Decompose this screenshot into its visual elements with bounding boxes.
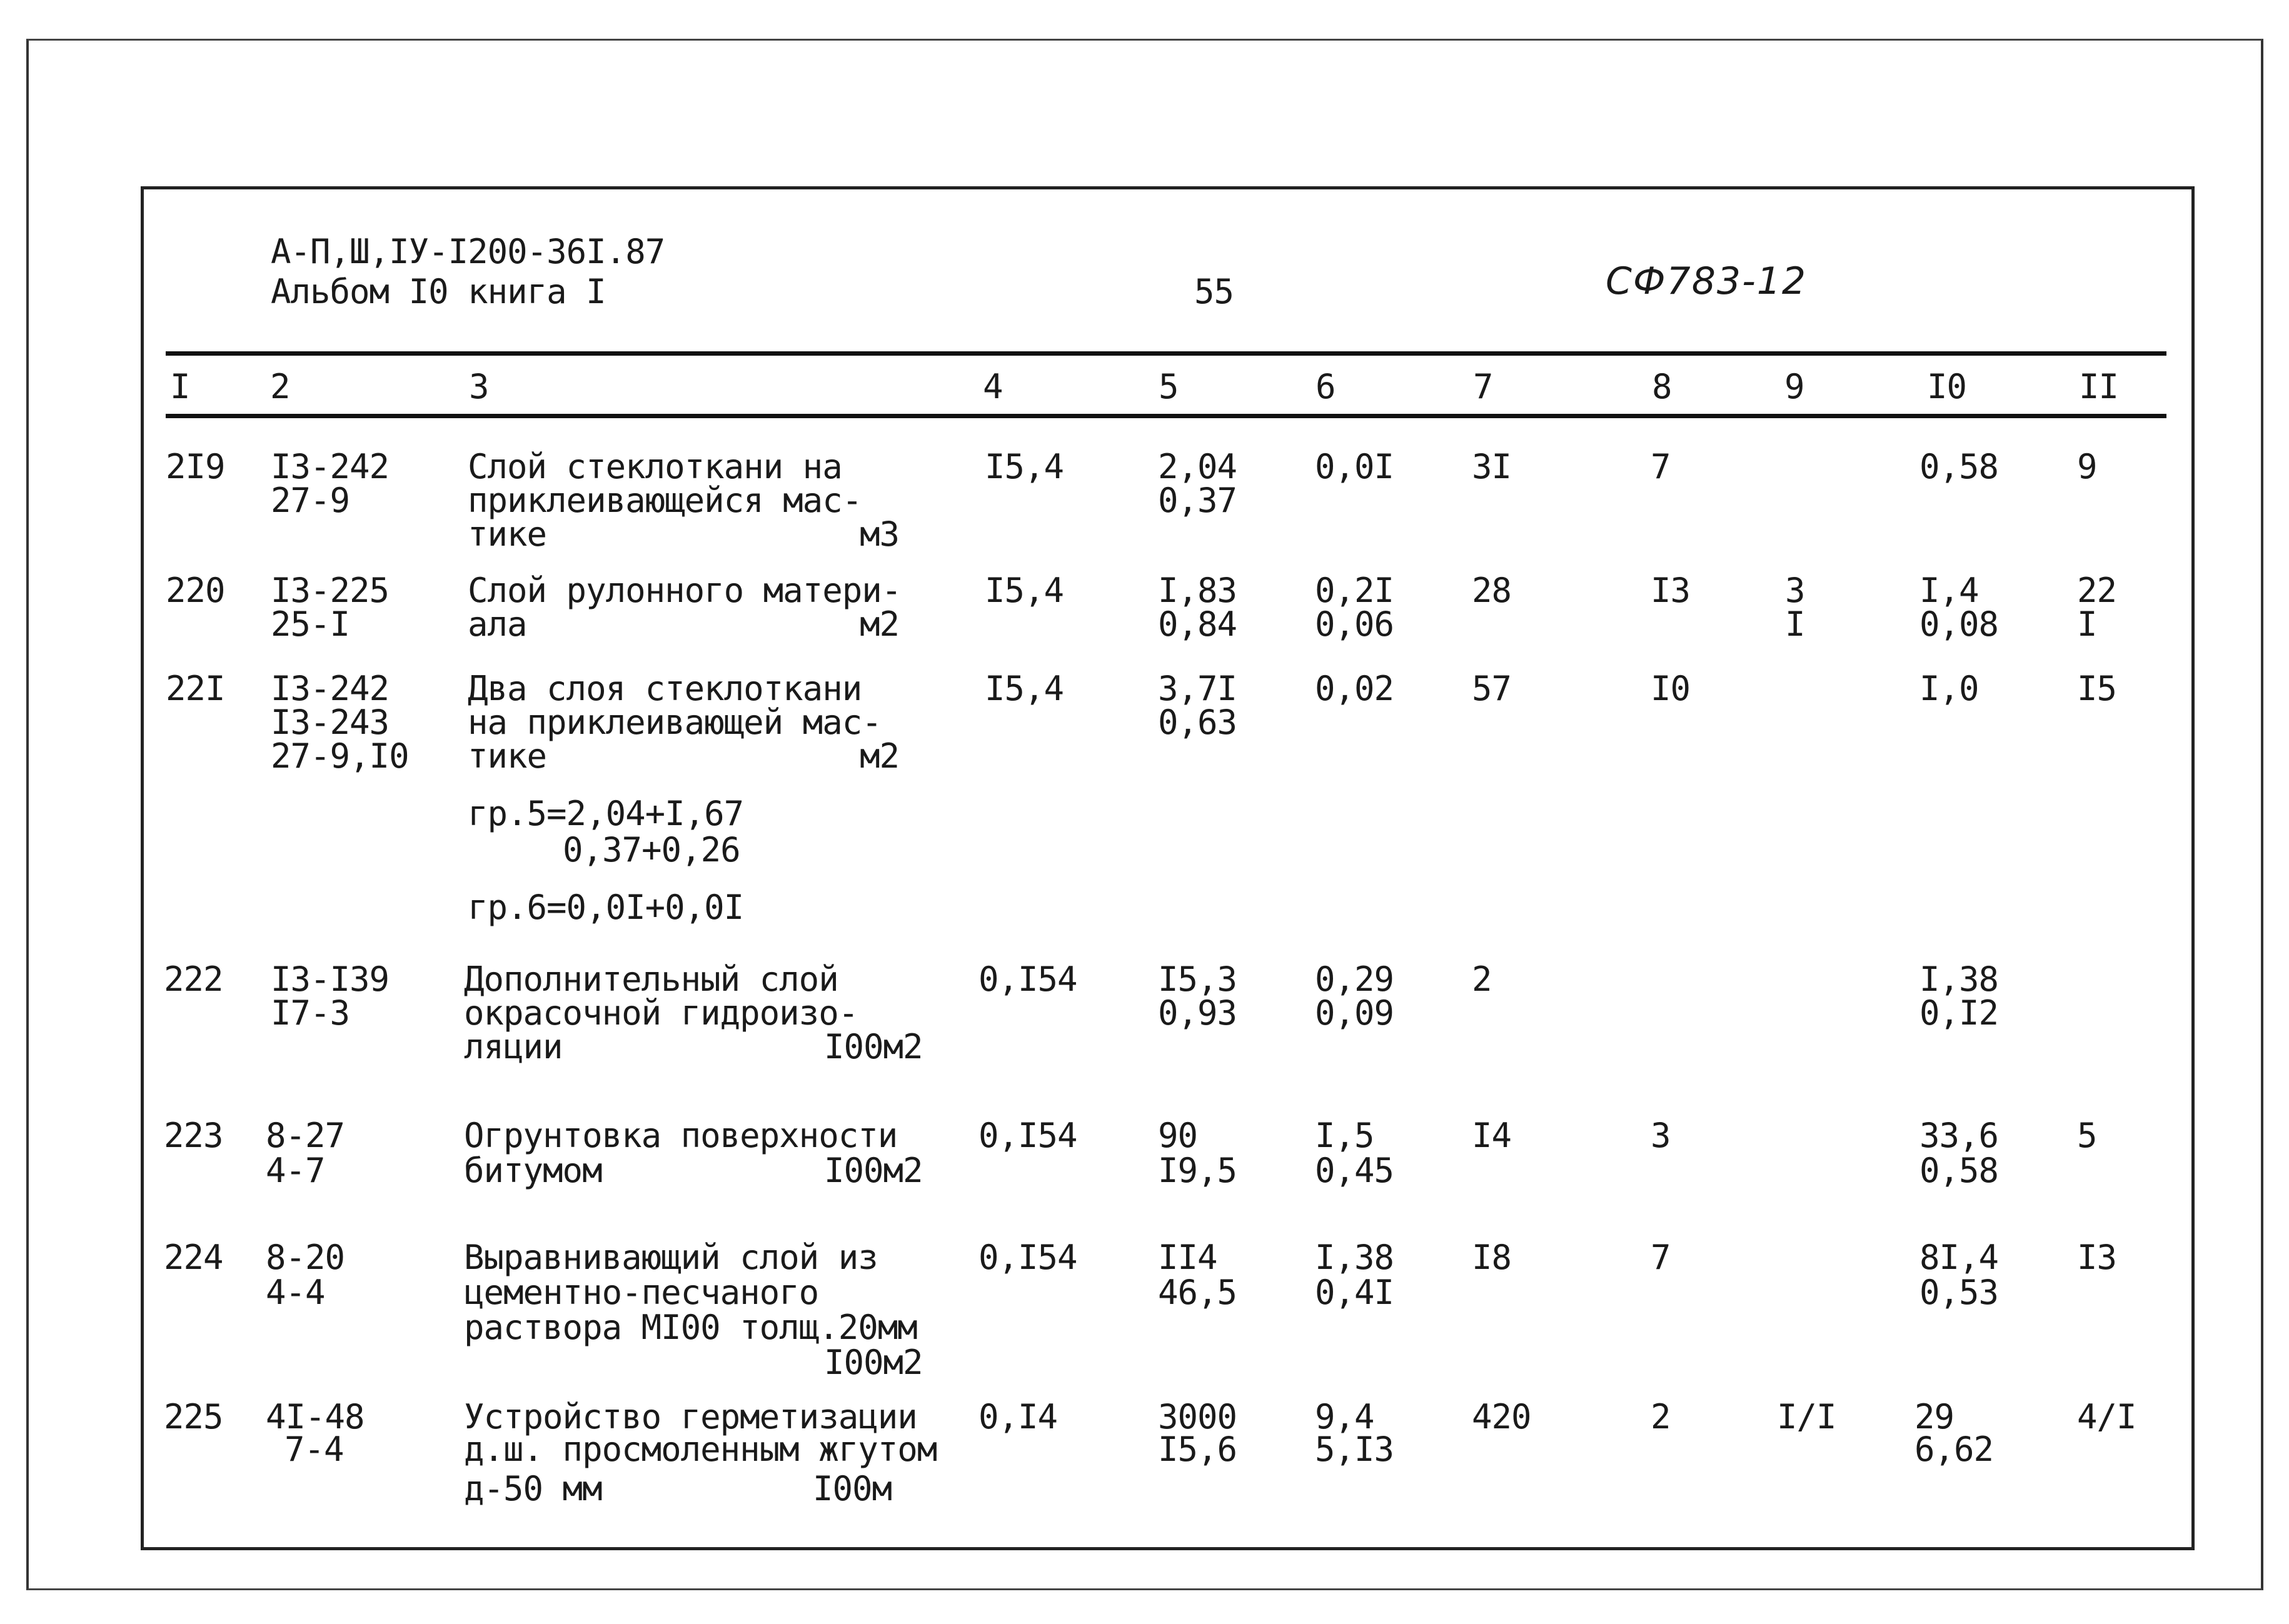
col10-value: 29 <box>1914 1397 1954 1436</box>
norm-code: 8-20 <box>266 1238 345 1277</box>
col9-value: І/І <box>1777 1397 1836 1436</box>
col11-value: 5 <box>2077 1116 2097 1155</box>
col8-value: І3 <box>1651 571 1691 610</box>
album-title: Альбом І0 книга І <box>271 272 606 311</box>
work-description: д.ш. просмоленным жгутом <box>464 1430 937 1469</box>
quantity: І5,4 <box>985 447 1064 486</box>
col5-value: 0,63 <box>1158 703 1237 742</box>
work-description: на приклеивающей мас- <box>468 703 882 742</box>
col11-value: 9 <box>2077 447 2097 486</box>
col5-value: 3,7І <box>1158 669 1237 708</box>
col6-value: 0,45 <box>1315 1151 1394 1190</box>
norm-code: 4-7 <box>266 1151 325 1190</box>
col5-value: 0,37 <box>1158 481 1237 520</box>
work-description: Дополнительный слой <box>464 960 838 999</box>
work-description: Слой стеклоткани на <box>468 447 842 486</box>
norm-code: 7-4 <box>284 1430 344 1469</box>
unit: І00м <box>813 1469 892 1508</box>
col10-value: 33,6 <box>1919 1116 1999 1155</box>
work-description: цементно-песчаного <box>464 1273 819 1312</box>
col5-value: І5,3 <box>1158 960 1237 999</box>
norm-code: 27-9,І0 <box>271 736 409 776</box>
quantity: 0,І54 <box>978 960 1077 999</box>
column-header: 4 <box>983 367 1003 406</box>
work-description: окрасочной гидроизо- <box>464 993 858 1033</box>
column-header: І0 <box>1927 367 1967 406</box>
norm-code: І3-242 <box>271 447 390 486</box>
col7-value: 3І <box>1472 447 1512 486</box>
work-description: ала <box>468 604 527 644</box>
col10-value: 0,І2 <box>1919 993 1999 1033</box>
col7-value: 28 <box>1472 571 1512 610</box>
quantity: І5,4 <box>985 669 1064 708</box>
col6-value: 5,І3 <box>1315 1430 1394 1469</box>
col7-value: 420 <box>1472 1397 1531 1436</box>
norm-code: 4-4 <box>266 1273 325 1312</box>
norm-code: 27-9 <box>271 481 350 520</box>
col6-value: 0,02 <box>1315 669 1394 708</box>
header-bottom-rule <box>166 414 2166 418</box>
col6-value: І,38 <box>1315 1238 1394 1277</box>
row-number: 22І <box>166 669 225 708</box>
column-header: 7 <box>1473 367 1493 406</box>
column-header: 9 <box>1784 367 1804 406</box>
col5-value: 0,93 <box>1158 993 1237 1033</box>
col5-value: 0,84 <box>1158 604 1237 644</box>
col6-value: 0,2І <box>1315 571 1394 610</box>
col5-value: 90 <box>1158 1116 1198 1155</box>
col10-value: 0,58 <box>1919 1151 1999 1190</box>
col6-value: 0,4І <box>1315 1273 1394 1312</box>
col11-value: І5 <box>2077 669 2117 708</box>
work-description: Слой рулонного матери- <box>468 571 902 610</box>
col5-value: 46,5 <box>1158 1273 1237 1312</box>
col10-value: 0,53 <box>1919 1273 1999 1312</box>
row-number: 220 <box>166 571 225 610</box>
col10-value: 0,58 <box>1919 447 1999 486</box>
row-number: 223 <box>164 1116 223 1155</box>
col7-value: 57 <box>1472 669 1512 708</box>
work-description: Два слоя стеклоткани <box>468 669 862 708</box>
col7-value: І4 <box>1472 1116 1512 1155</box>
col5-value: І,83 <box>1158 571 1237 610</box>
norm-code: І3-243 <box>271 703 390 742</box>
col8-value: 2 <box>1651 1397 1671 1436</box>
norm-code: 4І-48 <box>266 1397 365 1436</box>
col8-value: 7 <box>1651 447 1671 486</box>
work-description: битумом <box>464 1151 602 1190</box>
work-description: ляции <box>464 1027 563 1066</box>
work-description: Выравнивающий слой из <box>464 1238 878 1277</box>
work-description: тике <box>468 514 547 554</box>
col6-value: 0,06 <box>1315 604 1394 644</box>
col10-value: І,38 <box>1919 960 1999 999</box>
col9-value: І <box>1785 604 1805 644</box>
header-top-rule <box>166 351 2166 356</box>
norm-code: 25-І <box>271 604 350 644</box>
col11-value: І3 <box>2077 1238 2117 1277</box>
row-number: 225 <box>164 1397 223 1436</box>
work-description: раствора МІ00 толщ.20мм <box>464 1308 917 1347</box>
work-description: д-50 мм <box>464 1469 602 1508</box>
unit: м3 <box>860 514 900 554</box>
column-header: 3 <box>469 367 489 406</box>
col10-value: І,4 <box>1919 571 1979 610</box>
col6-value: 9,4 <box>1315 1397 1374 1436</box>
calc-note: 0,37+0,26 <box>563 830 740 870</box>
unit: м2 <box>860 736 900 776</box>
col10-value: 0,08 <box>1919 604 1999 644</box>
norm-code: І3-І39 <box>271 960 390 999</box>
page-number: 55 <box>1194 272 1234 311</box>
column-header: 5 <box>1159 367 1179 406</box>
col8-value: 7 <box>1651 1238 1671 1277</box>
col6-value: 0,0І <box>1315 447 1394 486</box>
unit: м2 <box>860 604 900 644</box>
col10-value: 8І,4 <box>1919 1238 1999 1277</box>
col11-value: І <box>2077 604 2097 644</box>
unit: І00м2 <box>824 1343 923 1382</box>
quantity: І5,4 <box>985 571 1064 610</box>
col5-value: ІІ4 <box>1158 1238 1217 1277</box>
calc-note: гр.5=2,04+І,67 <box>468 794 744 833</box>
col6-value: І,5 <box>1315 1116 1374 1155</box>
row-number: 222 <box>164 960 223 999</box>
work-description: Устройство герметизации <box>464 1397 917 1436</box>
sheet-code: СФ783-12 <box>1606 259 1808 303</box>
col5-value: І9,5 <box>1158 1151 1237 1190</box>
column-header: І <box>170 367 190 406</box>
norm-code: І3-225 <box>271 571 390 610</box>
col6-value: 0,29 <box>1315 960 1394 999</box>
col6-value: 0,09 <box>1315 993 1394 1033</box>
work-description: Огрунтовка поверхности <box>464 1116 898 1155</box>
col8-value: І0 <box>1651 669 1691 708</box>
quantity: 0,І54 <box>978 1116 1077 1155</box>
work-description: тике <box>468 736 547 776</box>
norm-code: 8-27 <box>266 1116 345 1155</box>
col10-value: І,0 <box>1919 669 1979 708</box>
work-description: приклеивающейся мас- <box>468 481 862 520</box>
col9-value: 3 <box>1785 571 1805 610</box>
col11-value: 22 <box>2077 571 2117 610</box>
quantity: 0,І4 <box>978 1397 1058 1436</box>
col5-value: І5,6 <box>1158 1430 1237 1469</box>
unit: І00м2 <box>824 1027 923 1066</box>
col5-value: 3000 <box>1158 1397 1237 1436</box>
col10-value: 6,62 <box>1914 1430 1994 1469</box>
column-header: ІІ <box>2079 367 2119 406</box>
unit: І00м2 <box>824 1151 923 1190</box>
column-header: 6 <box>1316 367 1336 406</box>
col11-value: 4/І <box>2077 1397 2136 1436</box>
row-number: 2І9 <box>166 447 225 486</box>
doc-code: А-П,Ш,ІУ-І200-36І.87 <box>271 232 665 271</box>
col5-value: 2,04 <box>1158 447 1237 486</box>
column-header: 2 <box>270 367 290 406</box>
col8-value: 3 <box>1651 1116 1671 1155</box>
column-header: 8 <box>1652 367 1672 406</box>
row-number: 224 <box>164 1238 223 1277</box>
norm-code: І3-242 <box>271 669 390 708</box>
calc-note: гр.6=0,0І+0,0І <box>468 888 744 927</box>
norm-code: І7-3 <box>271 993 350 1033</box>
col7-value: І8 <box>1472 1238 1512 1277</box>
quantity: 0,І54 <box>978 1238 1077 1277</box>
col7-value: 2 <box>1472 960 1492 999</box>
